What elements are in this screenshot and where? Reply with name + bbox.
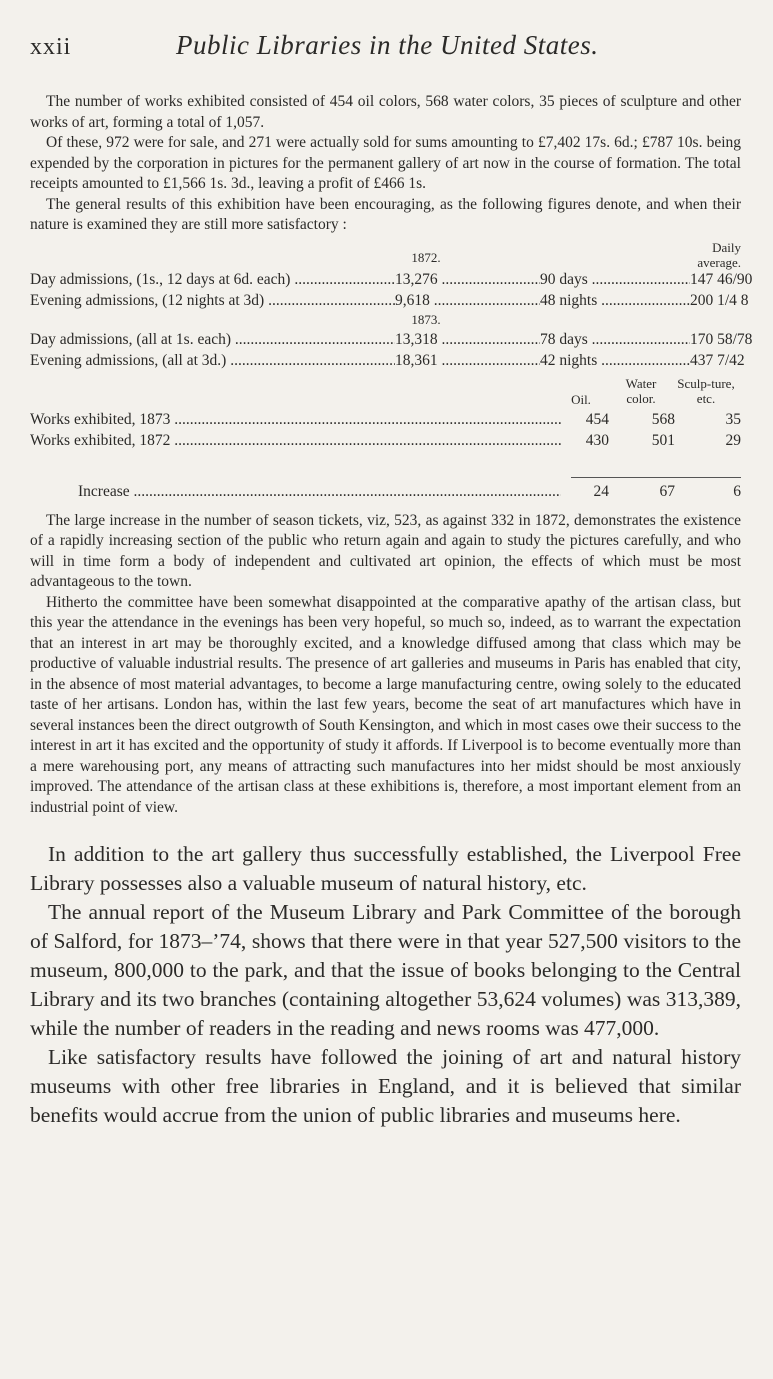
row-label: Evening admissions, (all at 3d.) ..... [30, 351, 395, 372]
row-daily: 147 46/90 [690, 270, 753, 288]
paragraph: The general results of this exhibition have been encouraging, as the following figures denote, and when their nature is examined they are still more satisfactory : [30, 195, 741, 233]
cell-oil: 24 [593, 482, 609, 500]
page-number: xxii [30, 34, 72, 60]
row-label: Works exhibited, 1873 ..... [30, 410, 561, 431]
row-total: 13,318 ..... [395, 330, 540, 351]
works-table [30, 376, 741, 503]
cell-oil: 454 [585, 410, 609, 428]
cell-water: 568 [651, 410, 675, 428]
paragraph: Like satisfactory results have followed the joining of art and natural history museums with other free libraries in England, and it is believed that similar benefits would accrue from the union of public libraries and museums here. [30, 1045, 741, 1127]
body-small-text-2 [30, 511, 741, 819]
paragraph: In addition to the art gallery thus successfully established, the Liverpool Free Library possesses also a valuable museum of natural history, etc. [30, 842, 741, 895]
table-row [30, 351, 745, 372]
row-label: Increase ..... [30, 482, 561, 503]
row-label: Day admissions, (all at 1s. each) ..... [30, 330, 395, 351]
increase-row [30, 482, 741, 503]
paragraph: The annual report of the Museum Library and Park Committee of the borough of Salford, for 1873–’74, shows that there were in that year 527,500 visitors to the museum, 800,000 to the park, and that the issue of books belonging to the Central Library and its two branches (containing altogether 53,624 volumes) was 313,389, while the number of readers in the reading and news rooms was 477,000. [30, 900, 741, 1040]
row-label: Evening admissions, (12 nights at 3d) ..... [30, 291, 395, 312]
table-row [30, 410, 741, 431]
paragraph: The large increase in the number of season tickets, viz, 523, as against 332 in 1872, demonstrates the existence of a rapidly increasing section of the public who return again and again to study the pictures carefully, and who will in time form a body of independent and cultivated art opinion, the effects of which must be most advantageous to the town. [30, 511, 741, 590]
cell-sculpture: 29 [725, 431, 741, 449]
cell-sculpture: 6 [733, 482, 741, 500]
table-row [30, 270, 753, 291]
column-header-1872: 1872. [411, 249, 441, 265]
divider [571, 477, 741, 478]
paragraph: Hitherto the committee have been somewhat disappointed at the comparative apathy of the artisan class, but this year the attendance in the evenings has been very hopeful, so much so, indeed, as to warrant the expectation that an interest in art may be thoroughly excited, and a knowledge diffused among that class which may be productive of valuable industrial results. The presence of art galleries and museums in Paris has enabled that city, in the absence of most material advantages, to become a large manufacturing centre, owing solely to the educated taste of her artisans. London has, within the last few years, become the seat of art manufactures which have in several instances been the direct outgrowth of South Kensington, and which in most cases owe their success to the interest in art it has excited and the opportunity of study it affords. If Liverpool is to become eventually more than a mere warehousing port, any means of attracting such manufactures into her midst should be most anxiously improved. The attendance of the artisan class at these exhibitions is, therefore, a most important element from an industrial point of view. [30, 593, 741, 816]
year-label-1873: 1873. [411, 311, 441, 327]
row-daily: 170 58/78 [690, 330, 753, 348]
table-row [30, 431, 741, 452]
column-header-water-color: Water color. [625, 375, 657, 406]
cell-oil: 430 [585, 431, 609, 449]
row-period: 90 days ..... [540, 270, 690, 291]
paragraph: The number of works exhibited consisted of 454 oil colors, 568 water colors, 35 pieces of sculpture and other works of art, forming a total of 1,057. [30, 93, 741, 131]
page-header [30, 30, 741, 80]
admissions-table [30, 239, 753, 372]
row-daily: 437 7/42 [690, 351, 745, 369]
row-total: 13,276 ..... [395, 270, 540, 291]
body-large-text [30, 840, 741, 1130]
row-period: 42 nights ..... [540, 351, 690, 372]
row-total: 18,361 ..... [395, 351, 540, 372]
column-header-sculpture: Sculp-ture, etc. [677, 375, 735, 406]
row-total: 9,618 ..... [395, 291, 540, 312]
cell-sculpture: 35 [725, 410, 741, 428]
column-header-daily-average: Daily average. [697, 239, 741, 270]
row-period: 48 nights ..... [540, 291, 690, 312]
paragraph: Of these, 972 were for sale, and 271 were actually sold for sums amounting to £7,402 17s. 6d.; £787 10s. being expended by the corporation in pictures for the permanent gallery of art now in the course of formation. The total receipts amounted to £1,566 1s. 3d., leaving a profit of £466 1s. [30, 134, 741, 192]
body-small-text [30, 92, 741, 236]
running-title: Public Libraries in the United States. [176, 30, 599, 60]
cell-water: 501 [651, 431, 675, 449]
table-row [30, 291, 749, 312]
row-label: Day admissions, (1s., 12 days at 6d. each) ..... [30, 270, 395, 291]
row-period: 78 days ..... [540, 330, 690, 351]
column-header-oil: Oil. [571, 391, 591, 407]
table-row [30, 330, 753, 351]
row-label: Works exhibited, 1872 ..... [30, 431, 561, 452]
row-daily: 200 1/4 8 [690, 291, 749, 309]
cell-water: 67 [659, 482, 675, 500]
